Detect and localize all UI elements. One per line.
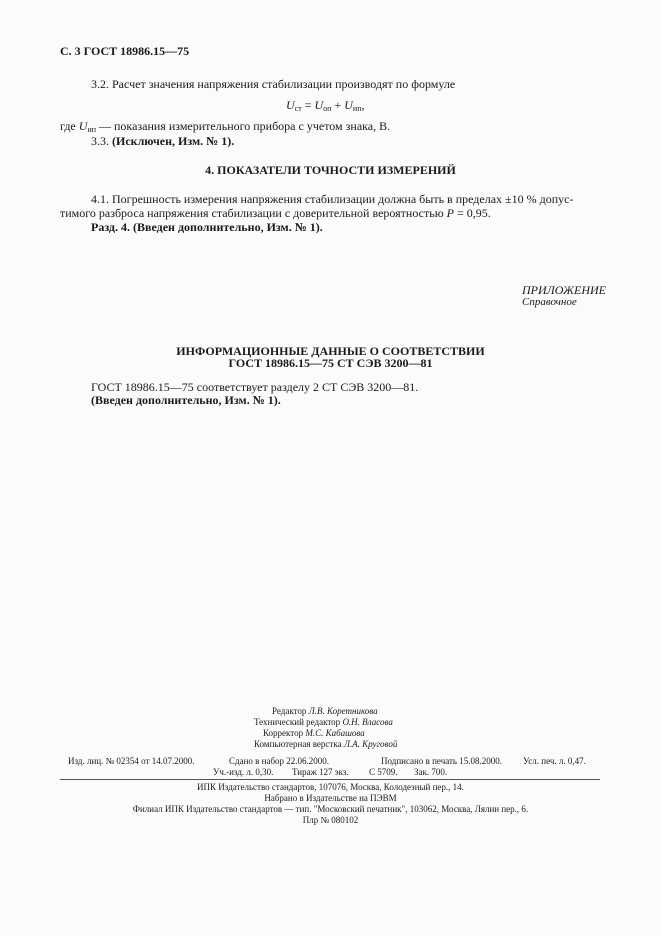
- imprint-edsheets: Уч.-изд. л. 0,30.: [213, 767, 274, 777]
- paragraph-4-1-line1: 4.1. Погрешность измерения напряжения стабилизации должна быть в пределах ±10 % допус-: [91, 192, 574, 206]
- credit-layout: [254, 739, 397, 749]
- formula-lhs: U: [286, 98, 295, 112]
- paragraph-3-3-num: 3.3.: [91, 134, 112, 148]
- paragraph-3-2: 3.2. Расчет значения напряжения стабилизации производят по формуле: [91, 77, 456, 91]
- credit-editor: [272, 706, 378, 716]
- where-line: [60, 119, 390, 134]
- credit-editor-role: Редактор: [272, 706, 307, 716]
- credit-layout-name: Л.А. Круговой: [343, 739, 398, 749]
- appendix-title: ПРИЛОЖЕНИЕ: [522, 283, 606, 297]
- paragraph-3-3: [91, 134, 234, 149]
- credit-tech-name: О.Н. Власова: [342, 717, 393, 727]
- imprint-order: Зак. 700.: [414, 767, 448, 777]
- page-header: С. 3 ГОСТ 18986.15—75: [60, 44, 190, 58]
- credit-editor-name: Л.В. Коретникова: [308, 706, 378, 716]
- publisher-line4: Плр № 080102: [302, 815, 359, 825]
- credit-corrector: [263, 728, 365, 738]
- formula-a-sub: оп: [323, 104, 332, 113]
- info-title-line2: ГОСТ 18986.15—75 СТ СЭВ 3200—81: [228, 356, 433, 370]
- where-text: — показания измерительного прибора с учетом знака, В.: [96, 119, 391, 133]
- info-title-line1: ИНФОРМАЦИОННЫЕ ДАННЫЕ О СООТВЕТСТВИИ: [176, 344, 485, 358]
- formula-plus: +: [331, 98, 345, 112]
- section-4-title: 4. ПОКАЗАТЕЛИ ТОЧНОСТИ ИЗМЕРЕНИЙ: [205, 163, 456, 177]
- imprint-sheets: Усл. печ. л. 0,47.: [523, 756, 586, 766]
- formula-lhs-sub: ст: [294, 104, 302, 113]
- section-4-note: Разд. 4. (Введен дополнительно, Изм. № 1).: [91, 220, 323, 234]
- imprint-signed: Подписано в печать 15.08.2000.: [381, 756, 503, 766]
- paragraph-4-1-var: P: [446, 206, 454, 220]
- imprint-divider: [60, 779, 600, 780]
- formula-b: U: [344, 98, 353, 112]
- where-sub: ип: [87, 125, 96, 134]
- where-var: U: [78, 119, 88, 133]
- credit-corr-role: Корректор: [263, 728, 304, 738]
- formula-a: U: [314, 98, 324, 112]
- publisher-line1: ИПК Издательство стандартов, 107076, Москва, Колодезный пер., 14.: [197, 782, 464, 792]
- formula: [286, 98, 364, 113]
- imprint-code: С 5709.: [369, 767, 398, 777]
- imprint-circulation: Тираж 127 экз.: [292, 767, 349, 777]
- info-note: (Введен дополнительно, Изм. № 1).: [91, 393, 281, 407]
- imprint-submitted: Сдано в набор 22.06.2000.: [229, 756, 330, 766]
- info-text: ГОСТ 18986.15—75 соответствует разделу 2 СТ СЭВ 3200—81.: [91, 380, 419, 394]
- formula-eq: =: [301, 98, 315, 112]
- paragraph-4-1-line2-a: тимого разброса напряжения стабилизации с доверительной вероятностью: [60, 206, 447, 220]
- paragraph-4-1-line2-b: = 0,95.: [454, 206, 491, 220]
- formula-end: ,: [361, 98, 365, 112]
- credit-layout-role: Компьютерная верстка: [254, 739, 342, 749]
- formula-b-sub: ип: [352, 104, 362, 113]
- where-prefix: где: [60, 119, 79, 133]
- imprint-license: Изд. лиц. № 02354 от 14.07.2000.: [68, 756, 195, 766]
- appendix-subtitle: Справочное: [522, 296, 577, 308]
- credit-corr-name: М.С. Кабашова: [305, 728, 365, 738]
- publisher-line2: Набрано в Издательстве на ПЭВМ: [264, 793, 397, 803]
- paragraph-4-1-line2: [60, 206, 491, 221]
- paragraph-3-3-text: (Исключен, Изм. № 1).: [112, 134, 235, 148]
- credit-tech-role: Технический редактор: [254, 717, 341, 727]
- credit-tech: [254, 717, 393, 727]
- publisher-line3: Филиал ИПК Издательство стандартов — тип. "Московский печатник", 103062, Москва, Лялин пер., 6.: [132, 804, 529, 814]
